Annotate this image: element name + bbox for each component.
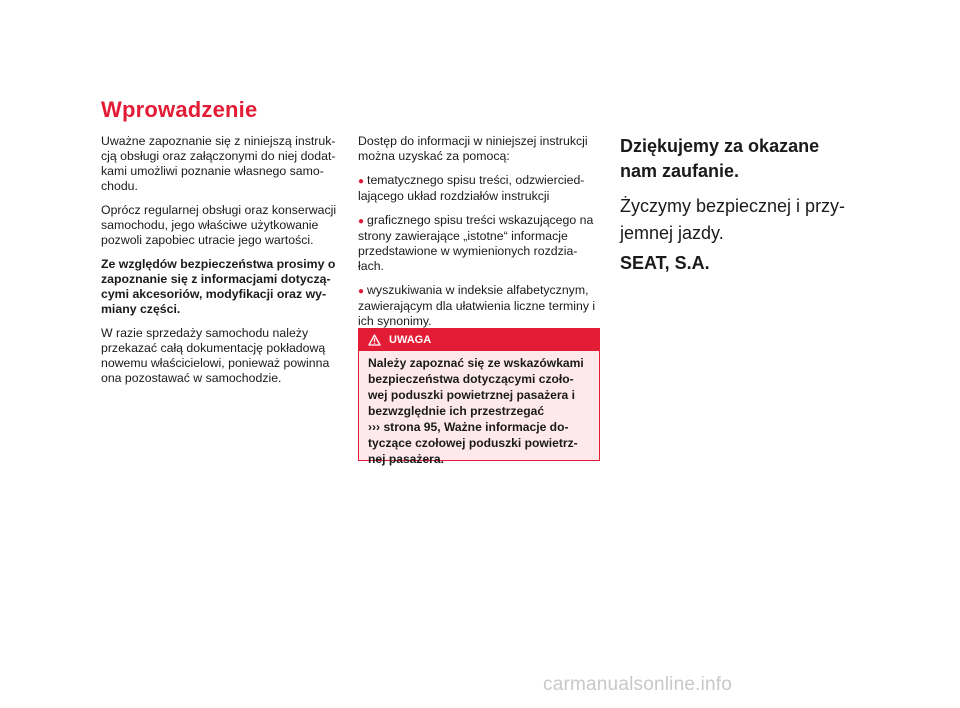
watermark: carmanualsonline.info (543, 674, 733, 695)
warning-header (359, 329, 599, 351)
access-column (358, 134, 602, 338)
list-item-text: wyszukiwania w indeksie alfabetycznym, zawierającym dla ułatwienia liczne terminy i ich synonimy. (358, 283, 596, 328)
warning-label: UWAGA (389, 334, 432, 346)
list-item (358, 213, 602, 274)
list-item-text: tematycznego spisu treści, odzwiercied-lającego układ rozdziałów instrukcji (358, 173, 585, 203)
paragraph-access-intro: Dostęp do informacji w niniejszej instrukcji można uzyskać za pomocą: (358, 134, 588, 163)
signature: SEAT, S.A. (620, 253, 710, 273)
intro-column (101, 134, 346, 395)
warning-triangle-icon (368, 334, 381, 346)
list-item (358, 283, 602, 329)
closing-column (620, 134, 860, 280)
list-item (358, 173, 602, 204)
wish-text: Życzymy bezpiecznej i przy-jemnej jazdy. (620, 196, 846, 243)
paragraph-resale: W razie sprzedaży samochodu należy przekazać całą dokumentację pokładową nowemu właścicielowi, ponieważ powinna ona pozostawać w samochodzie. (101, 326, 330, 385)
paragraph-study-manual: Uważne zapoznanie się z niniejszą instruk-cją obsługi oraz załączonymi do niej dodat-kami umożliwi poznanie własnego samo-chodu. (101, 134, 336, 193)
thanks-heading: Dziękujemy za okazane nam zaufanie. (620, 136, 820, 181)
cross-reference-arrows-icon: ››› (368, 420, 381, 434)
warning-text (359, 351, 599, 467)
list-item-text: graficznego spisu treści wskazującego na strony zawierające „istotne“ informacje przedstawione w wymienionych rozdzia-łach. (358, 213, 594, 273)
paragraph-maintenance: Oprócz regularnej obsługi oraz konserwacji samochodu, jego właściwe użytkowanie pozwoli zapobiec utracie jego wartości. (101, 203, 337, 247)
bullet-icon: ● (358, 176, 365, 187)
cross-reference-link[interactable]: strona 95, Ważne informacje do-tyczące czołowej poduszki powietrz-nej pasażera. (368, 420, 578, 466)
bullet-icon: ● (358, 286, 365, 297)
warning-message: Należy zapoznać się ze wskazówkami bezpieczeństwa dotyczącymi czoło-wej poduszki powietrznej pasażera i bezwzględnie ich przestrzegać (368, 356, 584, 418)
paragraph-safety-accessories: Ze względów bezpieczeństwa prosimy o zapoznanie się z informacjami dotyczą-cymi akcesoriów, modyfikacji oraz wy-miany części. (101, 257, 336, 316)
page-title: Wprowadzenie (101, 97, 258, 122)
warning-box (358, 328, 600, 466)
bullet-icon: ● (358, 216, 365, 227)
